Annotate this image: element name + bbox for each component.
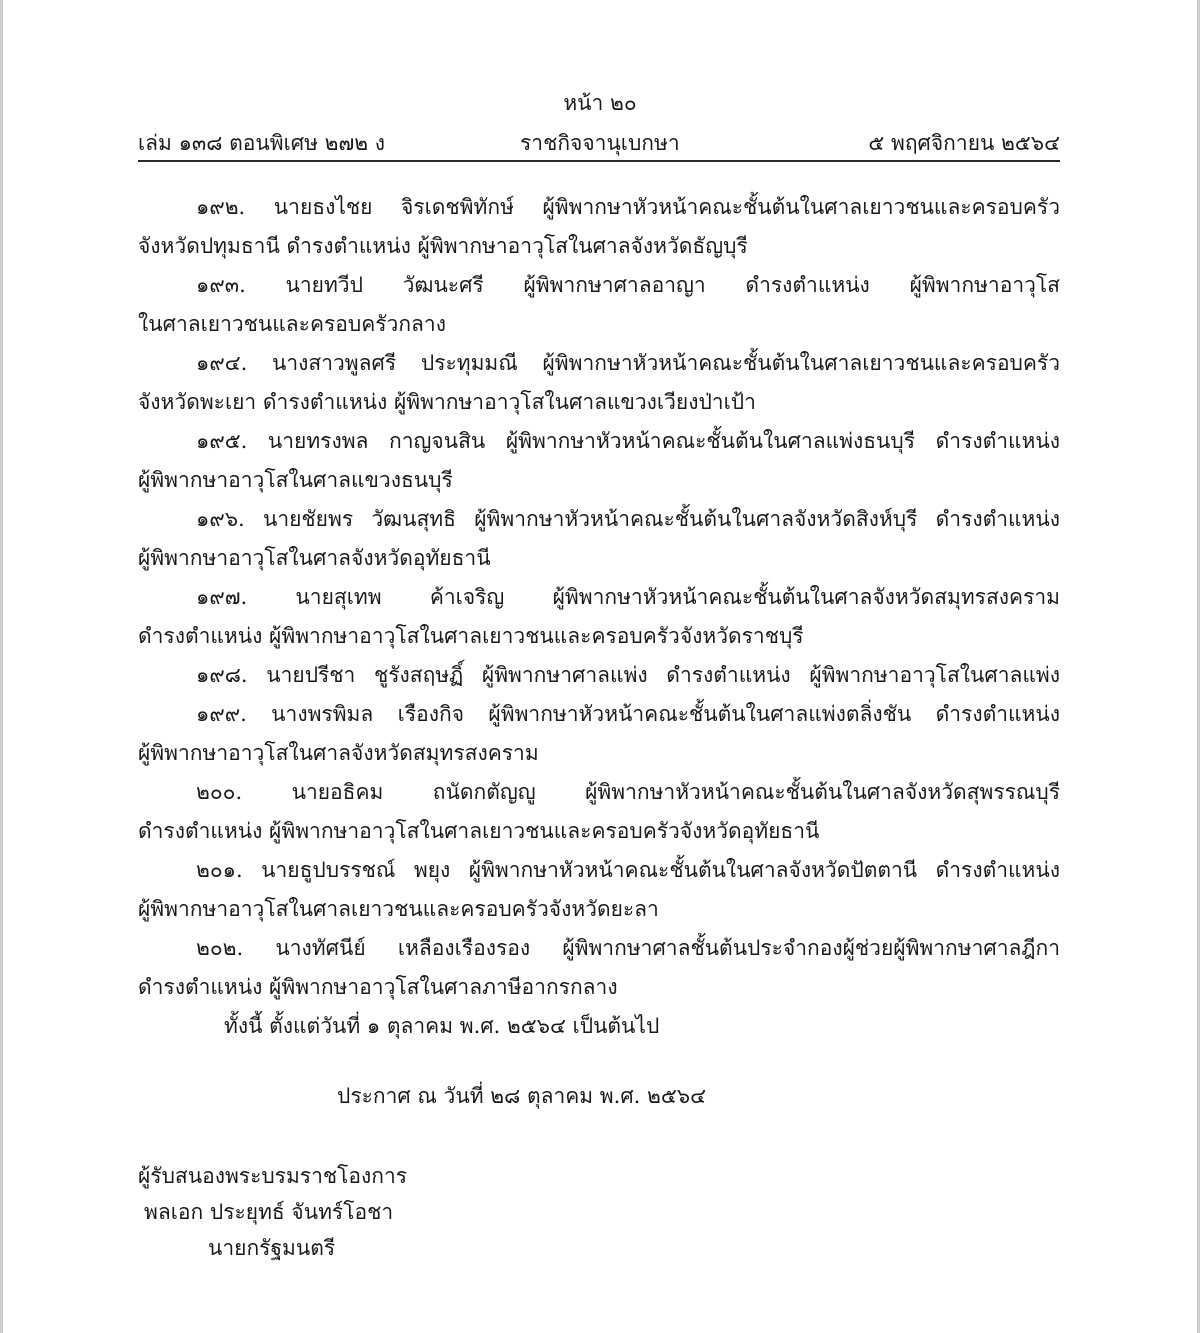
- entry-line-2: ดำรงตำแหน่ง ผู้พิพากษาอาวุโสในศาลเยาวชนและครอบครัวจังหวัดอุทัยธานี: [138, 819, 820, 843]
- entry-line-1: ๑๙๕. นายทรงพล กาญจนสิน ผู้พิพากษาหัวหน้าคณะชั้นต้นในศาลแพ่งธนบุรี ดำรงตำแหน่ง: [196, 429, 1060, 453]
- publication-date: ๕ พฤศจิกายน ๒๕๖๔: [868, 131, 1060, 155]
- entry-line-2: ผู้พิพากษาอาวุโสในศาลแขวงธนบุรี: [138, 468, 453, 492]
- entry-line-1: ๒๐๐. นายอธิคม ถนัดกตัญญู ผู้พิพากษาหัวหน้าคณะชั้นต้นในศาลจังหวัดสุพรรณบุรี: [196, 780, 1060, 804]
- entry-line-1: ๑๙๒. นายธงไชย จิรเดชพิทักษ์ ผู้พิพากษาหัวหน้าคณะชั้นต้นในศาลเยาวชนและครอบครัว: [196, 195, 1060, 219]
- appointment-entry: [138, 500, 1060, 578]
- countersign-title: ผู้รับสนองพระบรมราชโองการ: [138, 1164, 408, 1188]
- appointment-entry: [138, 851, 1060, 929]
- entry-line-2: ในศาลเยาวชนและครอบครัวกลาง: [138, 312, 446, 336]
- entry-line-2: จังหวัดปทุมธานี ดำรงตำแหน่ง ผู้พิพากษาอาวุโสในศาลจังหวัดธัญบุรี: [138, 234, 748, 258]
- effective-date: ทั้งนี้ ตั้งแต่วันที่ ๑ ตุลาคม พ.ศ. ๒๕๖๔ เป็นต้นไป: [224, 1014, 660, 1038]
- entry-line-2: ดำรงตำแหน่ง ผู้พิพากษาอาวุโสในศาลเยาวชนและครอบครัวจังหวัดราชบุรี: [138, 624, 804, 648]
- page-number: หน้า ๒๐: [563, 91, 637, 115]
- entry-line-2: ผู้พิพากษาอาวุโสในศาลเยาวชนและครอบครัวจังหวัดยะลา: [138, 897, 659, 921]
- entry-line-2: ผู้พิพากษาอาวุโสในศาลจังหวัดสมุทรสงคราม: [138, 741, 539, 765]
- appointment-entry: [138, 578, 1060, 656]
- gazette-title: ราชกิจจานุเบกษา: [520, 131, 680, 155]
- appointment-entry: [138, 773, 1060, 851]
- entry-line-1: ๑๙๖. นายชัยพร วัฒนสุทธิ ผู้พิพากษาหัวหน้าคณะชั้นต้นในศาลจังหวัดสิงห์บุรี ดำรงตำแหน่ง: [196, 507, 1060, 531]
- signature-block: [138, 1158, 407, 1266]
- signatory-name: พลเอก ประยุทธ์ จันทร์โอชา: [144, 1200, 394, 1224]
- page-edge-left: [0, 0, 3, 1333]
- entry-line-1: ๑๙๔. นางสาวพูลศรี ประทุมมณี ผู้พิพากษาหัวหน้าคณะชั้นต้นในศาลเยาวชนและครอบครัว: [196, 351, 1060, 375]
- entry-line-1: ๑๙๙. นางพรพิมล เรืองกิจ ผู้พิพากษาหัวหน้าคณะชั้นต้นในศาลแพ่งตลิ่งชัน ดำรงตำแหน่ง: [196, 702, 1060, 726]
- entry-line-1: ๑๙๗. นายสุเทพ ค้าเจริญ ผู้พิพากษาหัวหน้าคณะชั้นต้นในศาลจังหวัดสมุทรสงคราม: [196, 585, 1060, 609]
- announcement-date: ประกาศ ณ วันที่ ๒๘ ตุลาคม พ.ศ. ๒๕๖๔: [337, 1084, 706, 1108]
- entry-line-2: ดำรงตำแหน่ง ผู้พิพากษาอาวุโสในศาลภาษีอากรกลาง: [138, 975, 618, 999]
- entry-line-1: ๒๐๑. นายธูปบรรชณ์ พยุง ผู้พิพากษาหัวหน้าคณะชั้นต้นในศาลจังหวัดปัตตานี ดำรงตำแหน่ง: [196, 858, 1060, 882]
- entry-line-2: ผู้พิพากษาอาวุโสในศาลจังหวัดอุทัยธานี: [138, 546, 491, 570]
- entry-line-1: ๒๐๒. นางทัศนีย์ เหลืองเรืองรอง ผู้พิพากษาศาลชั้นต้นประจำกองผู้ช่วยผู้พิพากษาศาลฎีกา: [196, 936, 1060, 960]
- appointment-entry: [138, 422, 1060, 500]
- signatory-position: นายกรัฐมนตรี: [208, 1236, 336, 1260]
- appointment-entry: [138, 344, 1060, 422]
- appointment-entry: [138, 656, 1060, 695]
- entry-line-2: จังหวัดพะเยา ดำรงตำแหน่ง ผู้พิพากษาอาวุโสในศาลแขวงเวียงป่าเป้า: [138, 390, 756, 414]
- volume-issue: เล่ม ๑๓๘ ตอนพิเศษ ๒๗๒ ง: [138, 131, 386, 155]
- entry-line-1: ๑๙๘. นายปรีชา ชูรังสฤษฏิ์ ผู้พิพากษาศาลแพ่ง ดำรงตำแหน่ง ผู้พิพากษาอาวุโสในศาลแพ่ง: [196, 663, 1060, 687]
- entry-line-1: ๑๙๓. นายทวีป วัฒนะศรี ผู้พิพากษาศาลอาญา ดำรงตำแหน่ง ผู้พิพากษาอาวุโส: [196, 273, 1060, 297]
- gazette-header: [138, 128, 1060, 162]
- appointment-entry: [138, 929, 1060, 1007]
- appointment-entry: [138, 695, 1060, 773]
- appointment-entry: [138, 188, 1060, 266]
- appointment-entry: [138, 266, 1060, 344]
- document-body: [138, 188, 1060, 1046]
